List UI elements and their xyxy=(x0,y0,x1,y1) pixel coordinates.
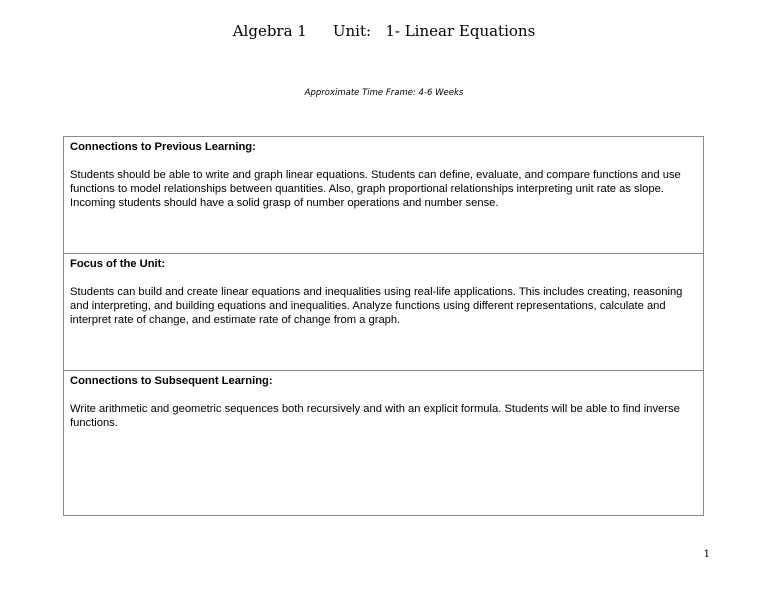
unit-title: Unit: 1- Linear Equations xyxy=(332,22,536,40)
section-title: Connections to Subsequent Learning: xyxy=(70,375,273,387)
section-body: Write arithmetic and geometric sequences both recursively and with an explicit formula. Students will be able to find inverse functions. xyxy=(70,403,680,429)
page-number: 1 xyxy=(703,549,710,560)
time-frame: Approximate Time Frame: 4-6 Weeks xyxy=(304,88,464,98)
section-title: Focus of the Unit: xyxy=(70,258,166,270)
document-header xyxy=(0,22,768,40)
section-title: Connections to Previous Learning: xyxy=(70,141,256,153)
previous-learning-cell xyxy=(64,137,703,254)
section-body: Students can build and create linear equations and inequalities using real-life applications. This includes creating, reasoning and interpreting, and building equations and inequalities. Analyze functions using different representations, calculate and interpret rate of change, and estimate rate of change from a graph. xyxy=(70,286,683,326)
course-title: Algebra 1 xyxy=(232,22,307,40)
unit-overview-table xyxy=(63,136,704,516)
section-body: Students should be able to write and graph linear equations. Students can define, evaluate, and compare functions and use functions to model relationships between quantities. Also, graph proportional relationships interpreting unit rate as slope. Incoming students should have a solid grasp of number operations and number sense. xyxy=(70,169,681,209)
unit-focus-cell xyxy=(64,254,703,371)
subsequent-learning-cell xyxy=(64,371,703,515)
